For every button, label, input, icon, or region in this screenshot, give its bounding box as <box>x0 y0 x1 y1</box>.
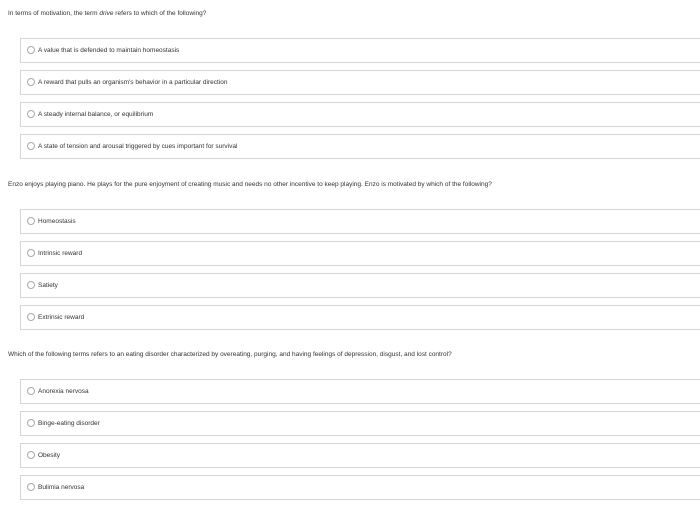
option-label: A steady internal balance, or equilibrium <box>38 111 154 118</box>
q2-option-2[interactable] <box>20 241 700 266</box>
option-label: Anorexia nervosa <box>38 388 89 395</box>
q3-option-2[interactable] <box>20 411 700 436</box>
radio-button-icon[interactable] <box>27 78 35 86</box>
option-label: A state of tension and arousal triggered by cues important for survival <box>38 143 238 150</box>
option-label: A reward that pulls an organism's behavior in a particular direction <box>38 79 228 86</box>
q2-option-3[interactable] <box>20 273 700 298</box>
question-1-emphasis: drive <box>99 10 114 17</box>
radio-button-icon[interactable] <box>27 217 35 225</box>
option-label: Satiety <box>38 282 58 289</box>
radio-button-icon[interactable] <box>27 281 35 289</box>
question-2-text: Enzo enjoys playing piano. He plays for the pure enjoyment of creating music and needs no other incentive to keep playing. Enzo is motivated by which of the following? <box>8 181 492 188</box>
radio-button-icon[interactable] <box>27 313 35 321</box>
q3-option-4[interactable] <box>20 475 700 500</box>
q2-option-1[interactable] <box>20 209 700 234</box>
radio-button-icon[interactable] <box>27 387 35 395</box>
q3-option-3[interactable] <box>20 443 700 468</box>
radio-button-icon[interactable] <box>27 249 35 257</box>
q1-option-1[interactable] <box>20 38 700 63</box>
question-3-text: Which of the following terms refers to an eating disorder characterized by overeating, purging, and having feelings of depression, disgust, and lost control? <box>8 351 452 358</box>
radio-button-icon[interactable] <box>27 46 35 54</box>
radio-button-icon[interactable] <box>27 142 35 150</box>
option-label: Binge-eating disorder <box>38 420 100 427</box>
option-label: A value that is defended to maintain homeostasis <box>38 47 180 54</box>
radio-button-icon[interactable] <box>27 483 35 491</box>
option-label: Homeostasis <box>38 218 76 225</box>
option-label: Obesity <box>38 452 61 459</box>
option-label: Intrinsic reward <box>38 250 83 257</box>
radio-button-icon[interactable] <box>27 110 35 118</box>
radio-button-icon[interactable] <box>27 451 35 459</box>
radio-button-icon[interactable] <box>27 419 35 427</box>
option-label: Extrinsic reward <box>38 314 85 321</box>
q1-option-3[interactable] <box>20 102 700 127</box>
q1-option-2[interactable] <box>20 70 700 95</box>
option-label: Bulimia nervosa <box>38 484 85 491</box>
q2-option-4[interactable] <box>20 305 700 330</box>
q1-option-4[interactable] <box>20 134 700 159</box>
q3-option-1[interactable] <box>20 379 700 404</box>
question-1-text: In terms of motivation, the term drive refers to which of the following? <box>8 10 207 17</box>
